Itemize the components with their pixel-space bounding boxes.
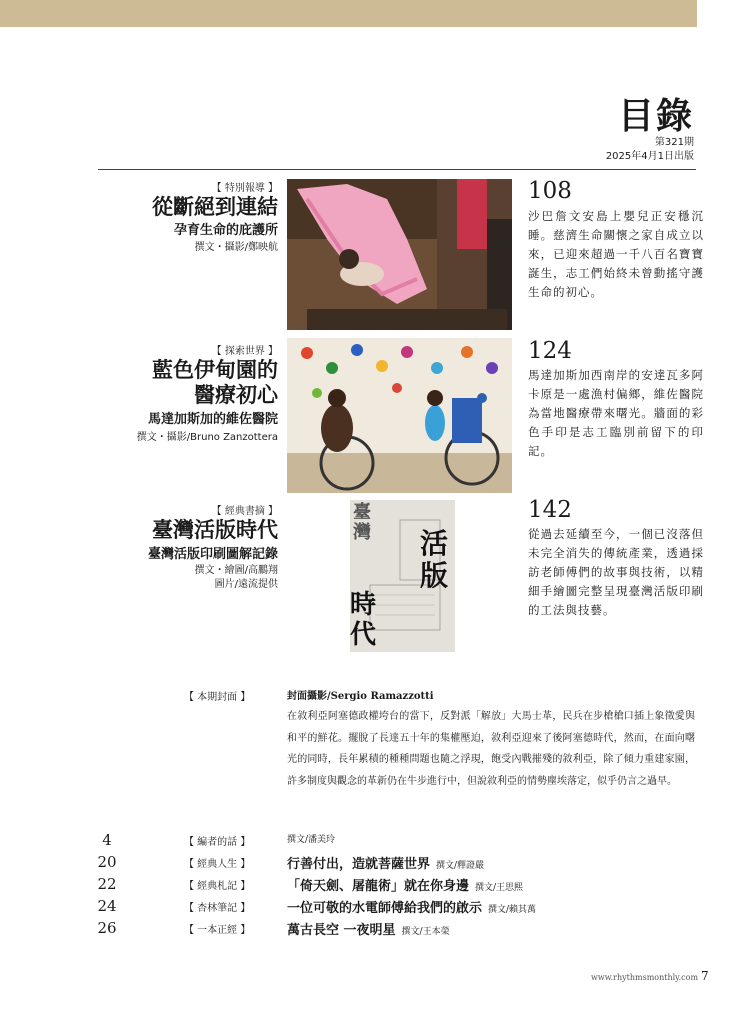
column-tag: 【 編者的話 】 [184, 837, 251, 848]
feature-page-number[interactable]: 142 [528, 497, 572, 523]
feature-credit: 撰文・繪圖/高鵬翔 圖片/遠流提供 [194, 565, 278, 590]
feature-tag: 【 探索世界 】 [211, 346, 278, 357]
issue-date: 2025年4月1日出版 [605, 151, 694, 162]
column-author: 撰文/釋證嚴 [436, 861, 485, 871]
book-cover-text-3: 時代 [350, 590, 377, 650]
column-tag: 【 經典札記 】 [184, 881, 251, 892]
feature-description: 從過去延續至今，一個已沒落但未完全消失的傳統產業，透過採訪老師傅們的故事與技術，以精細手繪圖完整呈現臺灣活版印刷的工法與技藝。 [528, 527, 704, 617]
column-title [287, 831, 335, 846]
column-title: 行善付出，造就菩薩世界 撰文/釋證嚴 [287, 857, 485, 872]
issue-info [606, 136, 694, 164]
feature-page-number[interactable]: 124 [528, 338, 572, 364]
feature-description: 沙巴詹文安島上嬰兒正安穩沉睡。慈濟生命關懷之家自成立以來，已迎來超過一千八百名寶寶誕生，志工們始終未曾動搖守護生命的初心。 [528, 209, 704, 299]
cover-description: 在敘利亞阿塞德政權垮台的當下，反對派「解放」大馬士革，民兵在步槍槍口插上象徵愛與和平的鮮花。擺脫了長達五十年的集權壓迫，敘利亞迎來了後阿塞德時代，然而，在面向曙光的同時，長年累積的種種問題也隨之浮現，飽受內戰摧殘的敘利亞，除了傾力重建家園，許多制度與觀念的革新仍在牛步進行中，但說敘利亞的情勢塵埃落定，似乎仍言之過早。 [287, 711, 695, 787]
cover-photo-credit: 封面攝影/Sergio Ramazzotti [287, 691, 434, 702]
column-tag: 【 經典人生 】 [184, 859, 251, 870]
header-divider [98, 169, 696, 170]
column-page-number: 20 [97, 853, 117, 871]
website-url[interactable]: www.rhythmsmonthly.com [591, 973, 699, 982]
feature-tag: 【 特別報導 】 [211, 183, 278, 194]
column-tag: 【 杏林筆記 】 [184, 903, 251, 914]
feature-tag: 【 經典書摘 】 [211, 506, 278, 517]
column-author: 撰文/賴其萬 [488, 905, 537, 915]
column-row[interactable] [95, 853, 695, 873]
hammock-baby-photo [287, 179, 512, 330]
feature-title[interactable]: 藍色伊甸園的 醫療初心 [152, 357, 278, 407]
feature-subtitle: 馬達加斯加的維佐醫院 [147, 412, 278, 427]
column-title: 一位可敬的水電師傅給我們的啟示 撰文/賴其萬 [287, 901, 537, 916]
column-page-number: 22 [97, 875, 117, 893]
book-cover-text-1: 臺灣 [353, 502, 371, 543]
cover-tag: 【 本期封面 】 [184, 692, 251, 703]
page-title: 目錄 [617, 95, 694, 137]
column-page-number: 4 [102, 831, 112, 849]
column-author: 撰文/王本榮 [401, 927, 450, 937]
book-cover-text-2: 活版 [420, 527, 449, 592]
column-row[interactable] [95, 919, 695, 939]
feature-credit: 撰文・攝影/Bruno Zanzottera [136, 432, 278, 443]
feature-page-number[interactable]: 108 [528, 178, 572, 204]
column-page-number: 26 [97, 919, 117, 937]
page-number: 7 [701, 969, 709, 983]
feature-credit: 撰文・攝影/鄭映航 [194, 242, 278, 253]
feature-subtitle: 臺灣活版印刷圖解記錄 [147, 547, 278, 562]
top-color-band [0, 0, 697, 27]
column-title: 「倚天劍、屠龍術」就在你身邊 撰文/王思熙 [287, 879, 524, 894]
column-row[interactable] [95, 897, 695, 917]
issue-number: 第321期 [654, 137, 694, 148]
column-row[interactable] [95, 831, 695, 851]
feature-subtitle: 孕育生命的庇護所 [173, 223, 278, 238]
column-title: 萬古長空 一夜明星 撰文/王本榮 [287, 923, 450, 938]
feature-description: 馬達加斯加西南岸的安達瓦多阿卡原是一處漁村偏鄉，維佐醫院為當地醫療帶來曙光。牆面的彩色手印是志工臨別前留下的印記。 [528, 368, 704, 458]
column-row[interactable] [95, 875, 695, 895]
feature-title[interactable]: 臺灣活版時代 [152, 517, 278, 542]
wheelchair-children-photo [287, 338, 512, 493]
book-cover-image [350, 500, 455, 652]
column-tag: 【 一本正經 】 [184, 925, 251, 936]
column-page-number: 24 [97, 897, 117, 915]
column-author: 撰文/潘美玲 [287, 835, 336, 845]
column-author: 撰文/王思熙 [475, 883, 524, 893]
feature-title[interactable]: 從斷絕到連結 [152, 194, 278, 219]
